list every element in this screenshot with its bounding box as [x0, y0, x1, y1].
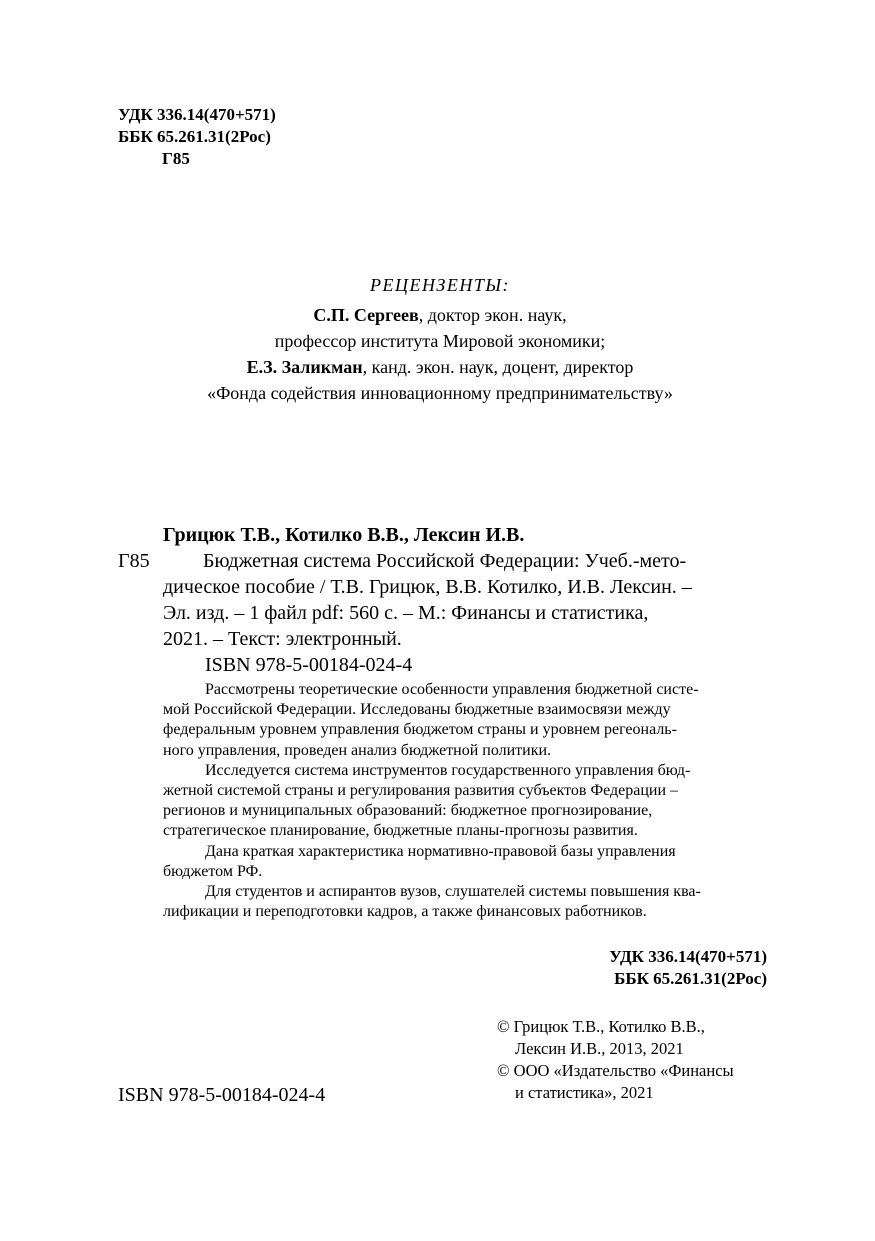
bbk-code: ББК 65.261.31(2Рос)	[118, 127, 271, 146]
book-author-mark: Г85	[118, 550, 150, 572]
annotation-line: жетной системой страны и регулирования развития субъектов Федерации –	[163, 782, 679, 800]
annotation-block	[163, 680, 767, 922]
reviewer-1-line-2: профессор института Мировой экономики;	[274, 331, 606, 351]
description-line: Эл. изд. – 1 файл pdf: 560 с. – М.: Финансы и статистика,	[163, 602, 649, 624]
annotation-line: мой Российской Федерации. Исследованы бюджетные взаимосвязи между	[163, 701, 671, 719]
copyright-block	[497, 1016, 734, 1104]
annotation-line: бюджетом РФ.	[163, 862, 263, 880]
annotation-line: стратегическое планирование, бюджетные планы-прогнозы развития.	[163, 822, 638, 840]
copyright-authors-line-1: © Грицюк Т.В., Котилко В.В.,	[497, 1017, 705, 1036]
reviewer-2-line-1	[120, 354, 760, 380]
book-isbn: ISBN 978-5-00184-024-4	[205, 654, 413, 676]
classification-block-top	[118, 104, 276, 170]
reviewer-1-name: С.П. Сергеев	[313, 305, 419, 325]
copyright-authors-line-2: Лексин И.В., 2013, 2021	[515, 1039, 684, 1058]
reviewer-2-line-2: «Фонда содействия инновационному предпринимательству»	[207, 383, 673, 403]
annotation-line: регионов и муниципальных образований: бюджетное прогнозирование,	[163, 802, 653, 820]
annotation-line: Дана краткая характеристика нормативно-правовой базы управления	[205, 842, 676, 860]
udk-code-bottom: УДК 336.14(470+571)	[609, 947, 767, 966]
copyright-publisher-line-2: и статистика», 2021	[515, 1083, 654, 1102]
description-line: 2021. – Текст: электронный.	[163, 628, 402, 650]
description-line: дическое пособие / Т.В. Грицюк, В.В. Котилко, И.В. Лексин. –	[163, 576, 692, 598]
annotation-line: Рассмотрены теоретические особенности управления бюджетной систе-	[205, 681, 699, 698]
description-line: Бюджетная система Российской Федерации: Учеб.-мето-	[203, 550, 687, 572]
annotation-line: федеральным уровнем управления бюджетом страны и уровнем регеональ-	[163, 721, 677, 739]
annotation-line: лификации и переподготовки кадров, а также финансовых работников.	[163, 903, 647, 921]
book-authors: Грицюк Т.В., Котилко В.В., Лексин И.В.	[163, 524, 525, 546]
isbn-bottom: ISBN 978-5-00184-024-4	[118, 1084, 326, 1106]
annotation-line: ного управления, проведен анализ бюджетной политики.	[163, 741, 552, 759]
copyright-publisher-line-1: © ООО «Издательство «Финансы	[497, 1061, 734, 1080]
reviewer-1-line-1	[120, 302, 760, 328]
reviewer-2-title: , канд. экон. наук, доцент, директор	[362, 357, 634, 377]
udk-code: УДК 336.14(470+571)	[118, 105, 276, 124]
reviewers-block	[120, 272, 760, 406]
reviewer-2-name: Е.З. Заликман	[246, 357, 363, 377]
reviewers-heading: РЕЦЕНЗЕНТЫ:	[369, 275, 511, 295]
reviewer-1-title: , доктор экон. наук,	[418, 305, 567, 325]
author-mark: Г85	[162, 149, 190, 168]
classification-block-bottom	[609, 946, 767, 990]
bbk-code-bottom: ББК 65.261.31(2Рос)	[614, 969, 767, 988]
annotation-line: Для студентов и аспирантов вузов, слушателей системы повышения ква-	[205, 883, 701, 901]
book-description	[163, 548, 767, 652]
annotation-line: Исследуется система инструментов государственного управления бюд-	[205, 761, 691, 779]
